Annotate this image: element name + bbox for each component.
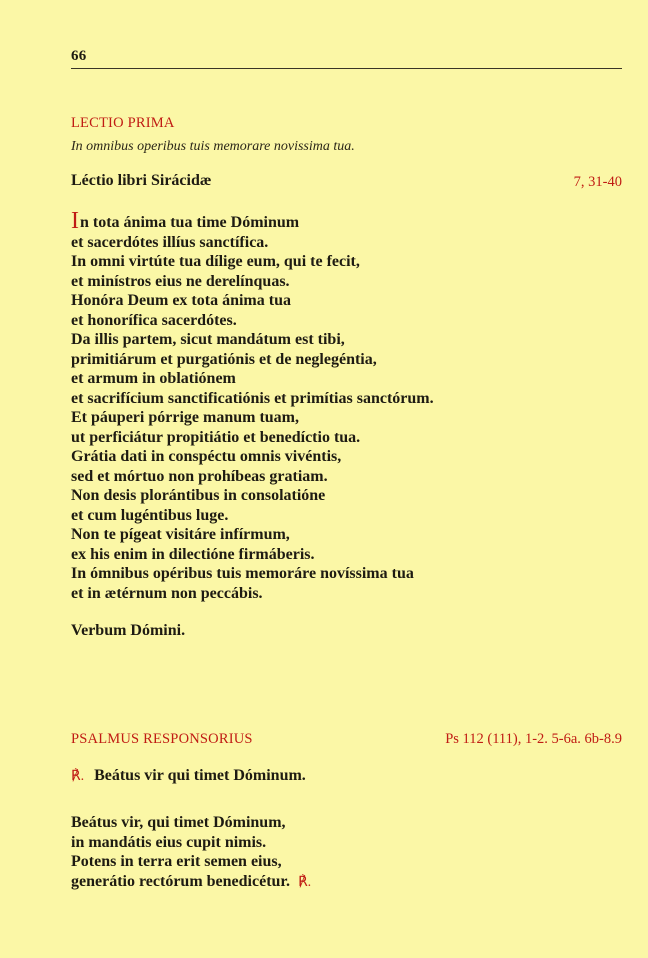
reading-heading: LECTIO PRIMA (71, 115, 175, 131)
verse-line: Honóra Deum ex tota ánima tua (71, 292, 291, 309)
reading-reference: 7, 31-40 (573, 174, 622, 190)
verse-line: et in ætérnum non peccábis. (71, 584, 263, 602)
psalm-reference: Ps 112 (111), 1-2. 5-6a. 6b-8.9 (445, 731, 622, 747)
response-text: Beátus vir qui timet Dóminum. (94, 767, 306, 784)
header-rule (71, 68, 622, 69)
verse-line: et minístros eius ne derelínquas. (71, 272, 290, 290)
verse-line: In ómnibus opéribus tuis memoráre novíssima tua (71, 565, 414, 582)
verse-line: et sacrifícium sanctificatiónis et primítias sanctórum. (71, 389, 434, 407)
psalm-heading: PSALMUS RESPONSORIUS (71, 731, 253, 747)
psalm-response (71, 767, 306, 785)
verse-line: ex his enim in dilectióne firmáberis. (71, 545, 315, 563)
page-number: 66 (71, 48, 87, 64)
reading-verses (71, 208, 434, 603)
reading-title: Léctio libri Sirácidæ (71, 172, 212, 189)
verse-line: Non desis plorántibus in consolatióne (71, 487, 326, 504)
verse-line: Et páuperi pórrige manum tuam, (71, 409, 299, 426)
reading-subtitle: In omnibus operibus tuis memorare novissima tua. (71, 139, 355, 154)
verse-line: sed et mórtuo non prohíbeas gratiam. (71, 467, 328, 485)
reading-conclusion: Verbum Dómini. (71, 622, 186, 639)
response-symbol: ℟. (71, 769, 85, 784)
verse-line: Non te pígeat visitáre infírmum, (71, 526, 290, 543)
psalm-verse-line: Beátus vir, qui timet Dóminum, (71, 814, 286, 831)
verse-line: et sacerdótes illíus sanctífica. (71, 233, 269, 251)
verse-line: et cum lugéntibus luge. (71, 506, 229, 524)
psalm-verse-line: in mandátis eius cupit nimis. (71, 833, 267, 851)
verse-line: Da illis partem, sicut mandátum est tibi, (71, 331, 345, 348)
verse-line: et honorífica sacerdótes. (71, 311, 237, 329)
psalm-verses (71, 813, 311, 892)
verse-line: Grátia dati in conspéctu omnis vivéntis, (71, 448, 342, 465)
verse-line: et armum in oblatiónem (71, 370, 236, 387)
psalm-verse-line: generátio rectórum benedicétur. ℟. (71, 872, 312, 890)
drop-cap: I (71, 208, 79, 234)
verse-line: primitiárum et purgatiónis et de neglegéntia, (71, 350, 377, 368)
verse-line: In tota ánima tua time Dóminum (71, 208, 300, 234)
verse-line: ut perficiátur propitiátio et benedíctio tua. (71, 428, 361, 446)
response-symbol: ℟. (298, 874, 312, 890)
verse-line: In omni virtúte tua dílige eum, qui te fecit, (71, 253, 360, 270)
psalm-verse-line: Potens in terra erit semen eius, (71, 853, 282, 870)
